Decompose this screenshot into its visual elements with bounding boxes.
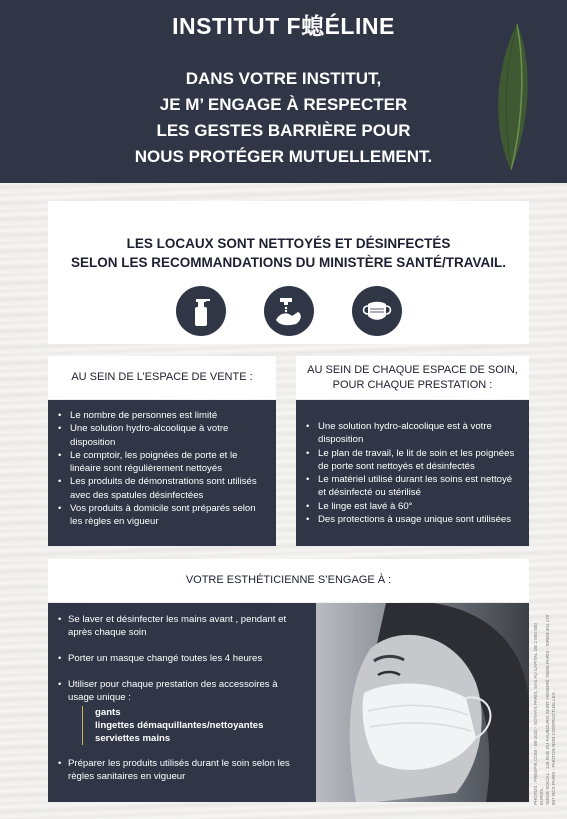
face-mask-icon <box>352 286 402 336</box>
cleaning-heading-line: LES LOCAUX SONT NETTOYÉS ET DÉSINFECTÉS <box>126 236 451 251</box>
pledge-line: DANS VOTRE INSTITUT, <box>185 69 382 88</box>
care-area-heading-line: POUR CHAQUE PRESTATION : <box>332 378 493 391</box>
list-item: • Les produits de démonstrations sont utilisés avec des spatules désinfectées <box>52 475 268 502</box>
pledge-text <box>0 66 567 170</box>
masked-woman-photo <box>316 603 529 802</box>
list-item: • Le linge est lavé à 60° <box>300 500 521 513</box>
sales-area-list <box>48 400 276 546</box>
photo-credits <box>533 605 557 805</box>
hand-sanitizer-icon <box>176 286 226 336</box>
list-item: • Le nombre de personnes est limité <box>52 409 268 422</box>
pledge-line: LES GESTES BARRIÈRE POUR <box>156 121 411 140</box>
list-item: • Une solution hydro-alcoolique à votre disposition <box>52 422 268 449</box>
list-item: • Préparer les produits utilisés durant le soin selon les règles sanitaires en vigueur <box>54 757 306 783</box>
cleaning-heading <box>48 234 529 272</box>
institute-title: INSTITUT F螅ÉLINE <box>172 13 395 39</box>
list-item: • Utiliser pour chaque prestation des accessoires à usage unique : <box>54 678 306 704</box>
hand-washing-icon <box>264 286 314 336</box>
list-item: • Des protections à usage unique sont utilisées <box>300 513 521 526</box>
esthetician-heading: VOTRE ESTHÉTICIENNE S’ENGAGE À : <box>48 559 529 602</box>
leaf-icon <box>487 22 535 172</box>
list-item: • Le comptoir, les poignées de porte et le linéaire sont régulièrement nettoyés <box>52 449 268 476</box>
esthetician-list <box>48 603 316 802</box>
accessory-item: gants <box>95 707 121 718</box>
pledge-line: NOUS PROTÉGER MUTUELLEMENT. <box>134 147 433 166</box>
sales-area-heading: AU SEIN DE L’ESPACE DE VENTE : <box>48 356 276 399</box>
header-banner <box>0 0 567 183</box>
list-item: • Se laver et désinfecter les mains avant , pendant et après chaque soin <box>54 613 306 639</box>
list-item: • Porter un masque changé toutes les 4 heures <box>54 652 306 665</box>
list-item: • Le plan de travail, le lit de soin et les poignées de porte sont nettoyés et désinfectés <box>300 447 521 474</box>
cleaning-panel <box>48 201 529 344</box>
list-item: • Le matériel utilisé durant les soins est nettoyé et désinfecté ou stérilisé <box>300 473 521 500</box>
pledge-line: JE M’ ENGAGE À RESPECTER <box>159 95 408 114</box>
list-item: • Vos produits à domicile sont préparés selon les règles en vigueur <box>52 502 268 529</box>
care-area-list <box>296 400 529 546</box>
credits-line: SIÈGE SOCIAL : 128 RUE DU FAUBOURG SAINT HONORÉ 75008 PARIS - SIREN 401 170 <box>545 614 550 805</box>
accessories-list <box>82 706 306 745</box>
accessory-item: lingettes démaquillantes/nettoyantes <box>95 720 264 731</box>
care-area-heading-line: AU SEIN DE CHAQUE ESPACE DE SOIN, <box>307 363 518 376</box>
care-area-heading <box>296 356 529 399</box>
credits-line: 807 RCS PARIS - PHOTOS NON CONTRACTUELLES <box>551 692 556 805</box>
list-item: • Une solution hydro-alcoolique est à votre disposition <box>300 420 521 447</box>
hygiene-icons <box>48 286 529 336</box>
cleaning-heading-line: SELON LES RECOMMANDATIONS DU MINISTÈRE SANTÉ/TRAVAIL. <box>70 255 506 270</box>
accessory-item: serviettes mains <box>95 733 171 744</box>
credits-line: PHOTOS : FREEPIK.COM - 08-2020 - SOTHYS PARIS, SAS AU CAPITAL DE 2 500 000 EUROS, <box>533 623 544 805</box>
